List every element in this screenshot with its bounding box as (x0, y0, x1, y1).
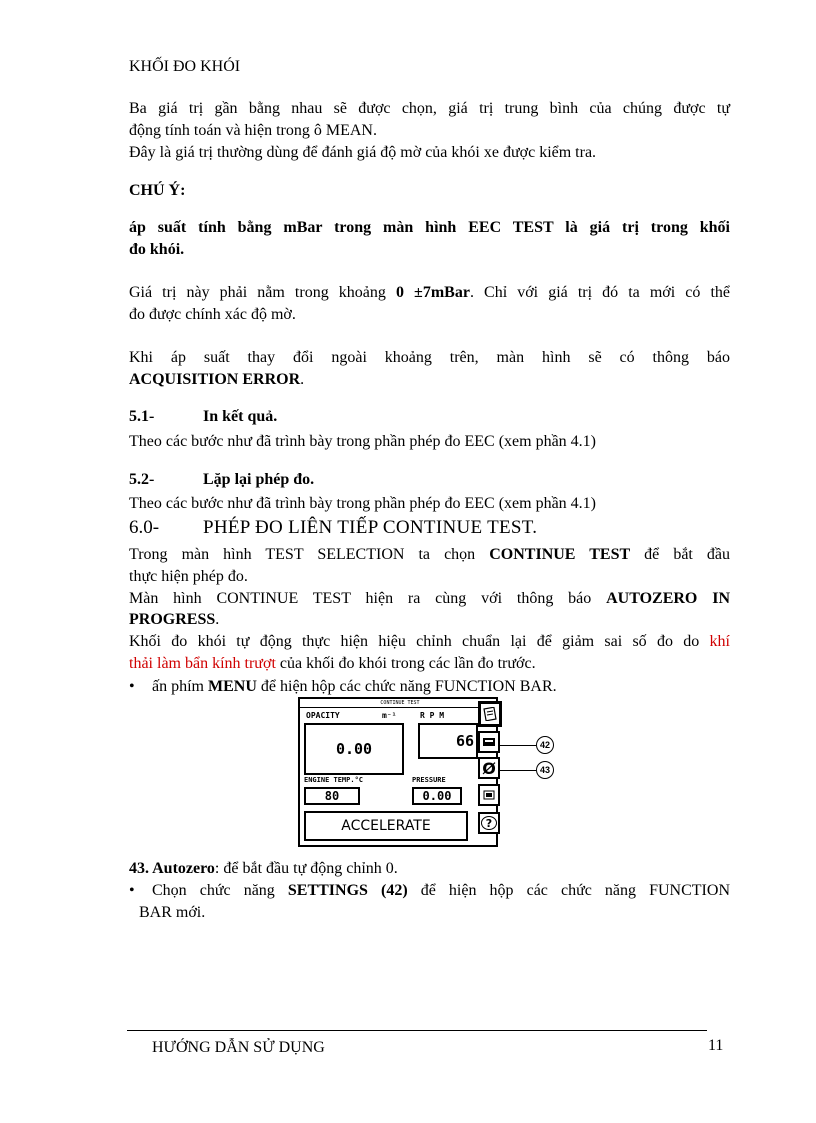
s60-l5-plain: Khối đo khói tự động thực hiện hiệu chỉnh chuẩn lại để giảm sai số đo do (129, 633, 710, 650)
help-icon[interactable] (478, 812, 500, 834)
section-60-title: PHÉP ĐO LIÊN TIẾP CONTINUE TEST. (203, 517, 538, 538)
engine-temp-label: ENGINE TEMP.°C (304, 776, 364, 784)
opacity-unit: m⁻¹ (382, 711, 397, 720)
help-symbol: ? (481, 816, 497, 830)
tools-icon[interactable] (478, 784, 500, 806)
para3-end: . (300, 371, 305, 388)
print-icon[interactable] (478, 701, 502, 727)
s60-l1-post: để bắt đầu (630, 546, 731, 563)
para2-line2: đo được chính xác độ mờ. (129, 306, 296, 323)
footer-text: HƯỚNG DẪN SỬ DỤNG (152, 1039, 325, 1056)
screen-title: CONTINUE TEST (380, 700, 420, 706)
para3-line2 (129, 369, 304, 390)
pressure-value: 0.00 (412, 787, 462, 805)
menu-bullet (152, 676, 557, 697)
settings-bullet-line2: BAR mới. (139, 904, 206, 921)
section-60-line6 (129, 653, 536, 674)
section-60-line3 (129, 588, 730, 609)
menu-key: MENU (208, 678, 257, 695)
autozero-msg-1: AUTOZERO IN (606, 590, 730, 607)
para1-line3: Đây là giá trị thường dùng để đánh giá độ mờ của khói xe được kiểm tra. (129, 144, 597, 161)
autozero-description (129, 858, 398, 879)
section-51-text: Theo các bước như đã trình bày trong phần phép đo EEC (xem phần 4.1) (129, 433, 597, 450)
section-51-title: In kết quả. (203, 408, 278, 425)
accelerate-prompt: ACCELERATE (304, 811, 468, 841)
title-divider (300, 707, 478, 708)
callout-42-line (500, 745, 536, 746)
s60-l3-pre: Màn hình CONTINUE TEST hiện ra cùng với thông báo (129, 590, 607, 607)
continue-test-text: CONTINUE TEST (489, 546, 631, 563)
s60-l1-pre: Trong màn hình TEST SELECTION ta chọn (129, 546, 490, 563)
section-60-line2: thực hiện phép đo. (129, 568, 248, 585)
section-51-number: 5.1- (129, 408, 155, 425)
settings-icon[interactable] (478, 731, 500, 753)
para2-pre: Giá trị này phải nằm trong khoảng (129, 284, 396, 301)
note-title: CHÚ Ý: (129, 182, 186, 199)
autozero-text: : để bắt đầu tự động chỉnh 0. (214, 860, 398, 877)
s60-l6-red: thải làm bẩn kính trượt (129, 655, 276, 672)
bullet-dot-2: • (129, 882, 135, 899)
settings-icon-glyph (482, 736, 496, 748)
pressure-label: PRESSURE (412, 776, 446, 784)
callout-42: 42 (536, 736, 554, 754)
section-60-number: 6.0- (129, 517, 160, 538)
footer-rule (127, 1030, 707, 1031)
s60-l6-post: của khối đo khói trong các lần đo trước. (275, 655, 536, 672)
rpm-label: R P M (420, 711, 445, 720)
engine-temp-value: 80 (304, 787, 360, 805)
section-60-line1 (129, 544, 730, 565)
opacity-label: OPACITY (306, 711, 340, 720)
para2-post: . Chỉ với giá trị đó ta mới có thể (469, 284, 731, 301)
para1-line1: Ba giá trị gần bằng nhau sẽ được chọn, giá trị trung bình của chúng được tự (129, 100, 730, 117)
autozero-label: 43. Autozero (129, 860, 215, 877)
menu-bullet-pre: ấn phím (152, 678, 208, 695)
para1-line2: động tính toán và hiện trong ô MEAN. (129, 122, 377, 139)
section-60-line4 (129, 609, 219, 630)
settings-bullet-pre: Chọn chức năng (152, 882, 288, 899)
section-52-text: Theo các bước như đã trình bày trong phần phép đo EEC (xem phần 4.1) (129, 495, 597, 512)
page-header: KHỐI ĐO KHÓI (129, 58, 241, 75)
print-icon-glyph (483, 707, 497, 721)
tools-icon-glyph (482, 788, 496, 802)
pressure-range: 0 ±7mBar (395, 284, 470, 301)
callout-43: 43 (536, 761, 554, 779)
page-number: 11 (708, 1037, 724, 1054)
section-52-number: 5.2- (129, 471, 155, 488)
s60-l4-post: . (215, 611, 220, 628)
acquisition-error: ACQUISITION ERROR (129, 371, 301, 388)
menu-bullet-post: để hiện hộp các chức năng FUNCTION BAR. (256, 678, 557, 695)
settings-bullet (152, 880, 730, 901)
section-52-title: Lặp lại phép đo. (203, 471, 315, 488)
note-line1: áp suất tính bằng mBar trong màn hình EEC TEST là giá trị trong khối (129, 219, 730, 236)
para2-line1 (129, 282, 730, 303)
autozero-icon[interactable]: Ø (478, 757, 500, 779)
settings-42: SETTINGS (42) (287, 882, 408, 899)
bullet-dot: • (129, 678, 135, 695)
note-line2: đo khói. (129, 241, 185, 258)
para3-line1: Khi áp suất thay đổi ngoài khoảng trên, màn hình sẽ có thông báo (129, 349, 730, 366)
opacity-value: 0.00 (304, 723, 404, 775)
rpm-value: 66 (418, 723, 478, 759)
autozero-msg-2: PROGRESS (129, 611, 216, 628)
s60-l5-red: khí (709, 633, 730, 650)
section-60-line5 (129, 631, 730, 652)
settings-bullet-post: để hiện hộp các chức năng FUNCTION (407, 882, 730, 899)
continue-test-screen (298, 697, 498, 847)
callout-43-line (500, 770, 536, 771)
continue-test-figure (298, 697, 508, 849)
